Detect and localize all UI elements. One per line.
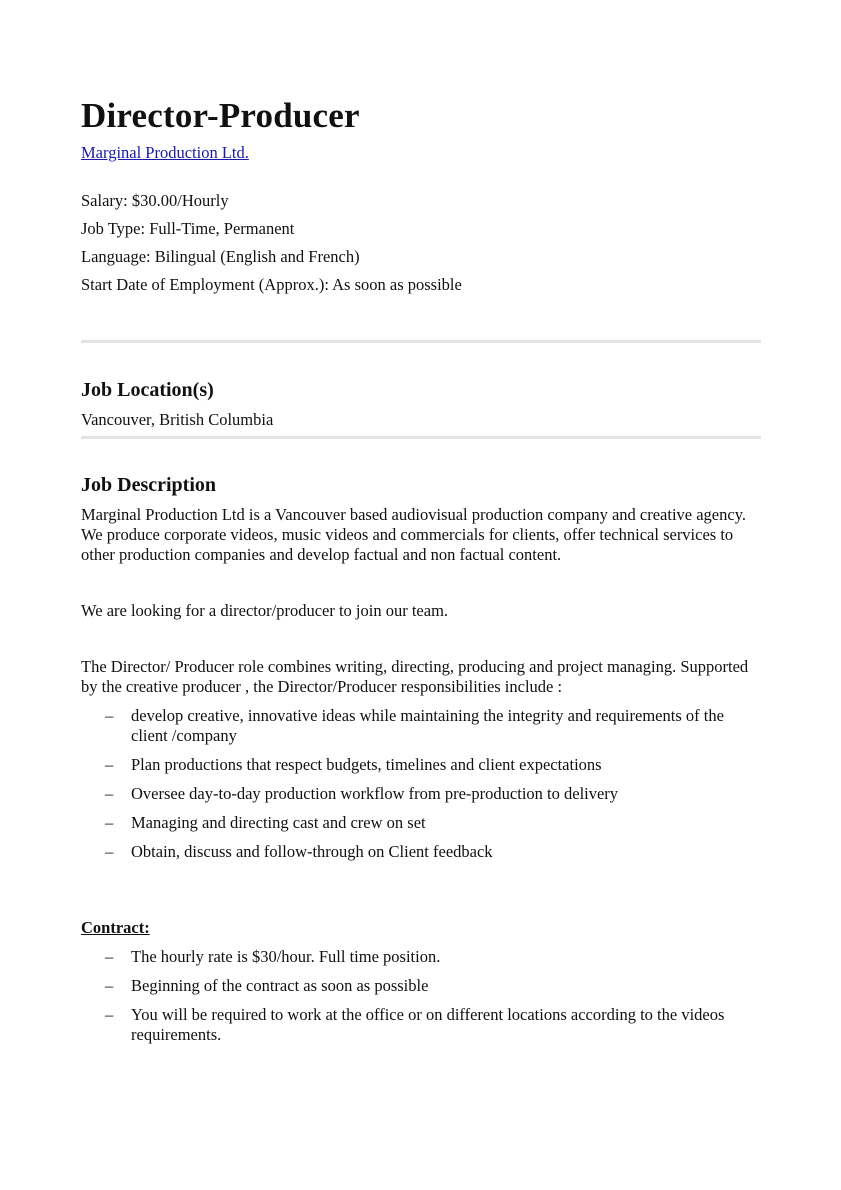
list-item bbox=[81, 947, 761, 967]
job-type-line: Job Type: Full-Time, Permanent bbox=[81, 219, 295, 238]
list-item-text: Plan productions that respect budgets, timelines and client expectations bbox=[131, 755, 602, 774]
contract-list bbox=[81, 947, 761, 1045]
job-title: Director-Producer bbox=[81, 96, 360, 135]
list-item-text: Beginning of the contract as soon as possible bbox=[131, 976, 429, 995]
dash-bullet: – bbox=[105, 784, 114, 803]
description-paragraph: Marginal Production Ltd is a Vancouver based audiovisual production company and creative agency. We produce corporate videos, music videos and commercials for clients, offer technical services to other production companies and develop factual and non factual content. bbox=[81, 505, 747, 564]
responsibilities-list bbox=[81, 706, 761, 862]
location-value: Vancouver, British Columbia bbox=[81, 410, 274, 429]
divider bbox=[81, 436, 761, 439]
dash-bullet: – bbox=[105, 947, 114, 966]
list-item-text: Obtain, discuss and follow-through on Client feedback bbox=[131, 842, 493, 861]
list-item-text: Managing and directing cast and crew on set bbox=[131, 813, 426, 832]
description-heading: Job Description bbox=[81, 474, 216, 496]
language-line: Language: Bilingual (English and French) bbox=[81, 247, 360, 266]
divider bbox=[81, 340, 761, 343]
dash-bullet: – bbox=[105, 755, 114, 774]
list-item bbox=[81, 813, 761, 833]
list-item bbox=[81, 784, 761, 804]
list-item bbox=[81, 706, 761, 746]
description-paragraph: The Director/ Producer role combines writing, directing, producing and project managing. Supported by the creative producer , the Director/Producer responsibilities include : bbox=[81, 657, 749, 696]
dash-bullet: – bbox=[105, 1005, 114, 1024]
list-item bbox=[81, 755, 761, 775]
dash-bullet: – bbox=[105, 842, 114, 861]
description-paragraph: We are looking for a director/producer to join our team. bbox=[81, 601, 449, 620]
list-item bbox=[81, 1005, 761, 1045]
dash-bullet: – bbox=[105, 706, 114, 725]
location-heading: Job Location(s) bbox=[81, 379, 214, 401]
list-item bbox=[81, 842, 761, 862]
list-item-text: You will be required to work at the office or on different locations according to the videos requirements. bbox=[131, 1005, 725, 1044]
job-meta bbox=[81, 187, 761, 299]
dash-bullet: – bbox=[105, 813, 114, 832]
start-date-line: Start Date of Employment (Approx.): As soon as possible bbox=[81, 275, 462, 294]
salary-line: Salary: $30.00/Hourly bbox=[81, 191, 229, 210]
list-item-text: Oversee day-to-day production workflow from pre-production to delivery bbox=[131, 784, 619, 803]
company-link[interactable]: Marginal Production Ltd. bbox=[81, 143, 249, 162]
list-item-text: develop creative, innovative ideas while maintaining the integrity and requirements of the client /company bbox=[131, 706, 724, 745]
contract-heading: Contract: bbox=[81, 918, 150, 937]
list-item bbox=[81, 976, 761, 996]
dash-bullet: – bbox=[105, 976, 114, 995]
list-item-text: The hourly rate is $30/hour. Full time position. bbox=[131, 947, 441, 966]
job-posting bbox=[81, 94, 761, 1045]
